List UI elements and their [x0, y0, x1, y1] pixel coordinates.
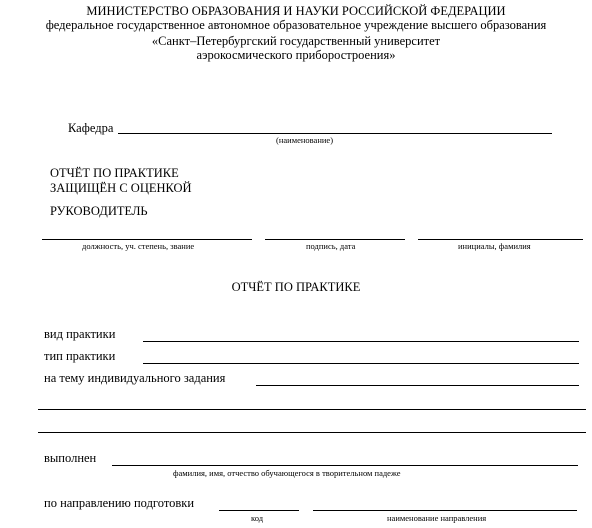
supervisor-position-caption: должность, уч. степень, звание [82, 241, 195, 251]
department-field-line[interactable] [118, 133, 552, 134]
topic-line-2[interactable] [38, 409, 586, 410]
direction-name-line[interactable] [313, 510, 577, 511]
supervisor-signature-caption: подпись, дата [306, 241, 356, 251]
supervisor-position-line[interactable] [42, 239, 252, 240]
department-caption: (наименование) [276, 135, 334, 145]
report-protected-title-line1: ОТЧЁТ ПО ПРАКТИКЕ [50, 166, 179, 180]
direction-code-line[interactable] [219, 510, 299, 511]
practice-type-line[interactable] [143, 363, 579, 364]
practice-type-label: тип практики [44, 349, 116, 363]
practice-kind-line[interactable] [143, 341, 579, 342]
topic-line-1[interactable] [256, 385, 579, 386]
supervisor-signature-line[interactable] [265, 239, 405, 240]
performed-label: выполнен [44, 451, 97, 465]
performer-caption: фамилия, имя, отчество обучающегося в творительном падеже [173, 468, 401, 478]
direction-name-caption: наименование направления [387, 513, 487, 523]
practice-kind-label: вид практики [44, 327, 116, 341]
report-protected-title-line2: ЗАЩИЩЁН С ОЦЕНКОЙ [50, 181, 192, 195]
university-name-line2: аэрокосмического приборостроения» [196, 48, 396, 62]
performer-line[interactable] [112, 465, 578, 466]
topic-label: на тему индивидуального задания [44, 371, 226, 385]
supervisor-initials-caption: инициалы, фамилия [458, 241, 531, 251]
direction-label: по направлению подготовки [44, 496, 195, 510]
supervisor-label: РУКОВОДИТЕЛЬ [50, 204, 148, 218]
department-label: Кафедра [68, 121, 114, 135]
institution-type: федеральное государственное автономное образовательное учреждение высшего образования [45, 18, 547, 32]
report-title: ОТЧЁТ ПО ПРАКТИКЕ [231, 280, 361, 294]
topic-line-3[interactable] [38, 432, 586, 433]
supervisor-initials-line[interactable] [418, 239, 583, 240]
direction-code-caption: код [251, 513, 264, 523]
ministry-title: МИНИСТЕРСТВО ОБРАЗОВАНИЯ И НАУКИ РОССИЙСКОЙ ФЕДЕРАЦИИ [86, 4, 506, 18]
university-name-line1: «Санкт–Петербургский государственный университет [151, 34, 441, 48]
